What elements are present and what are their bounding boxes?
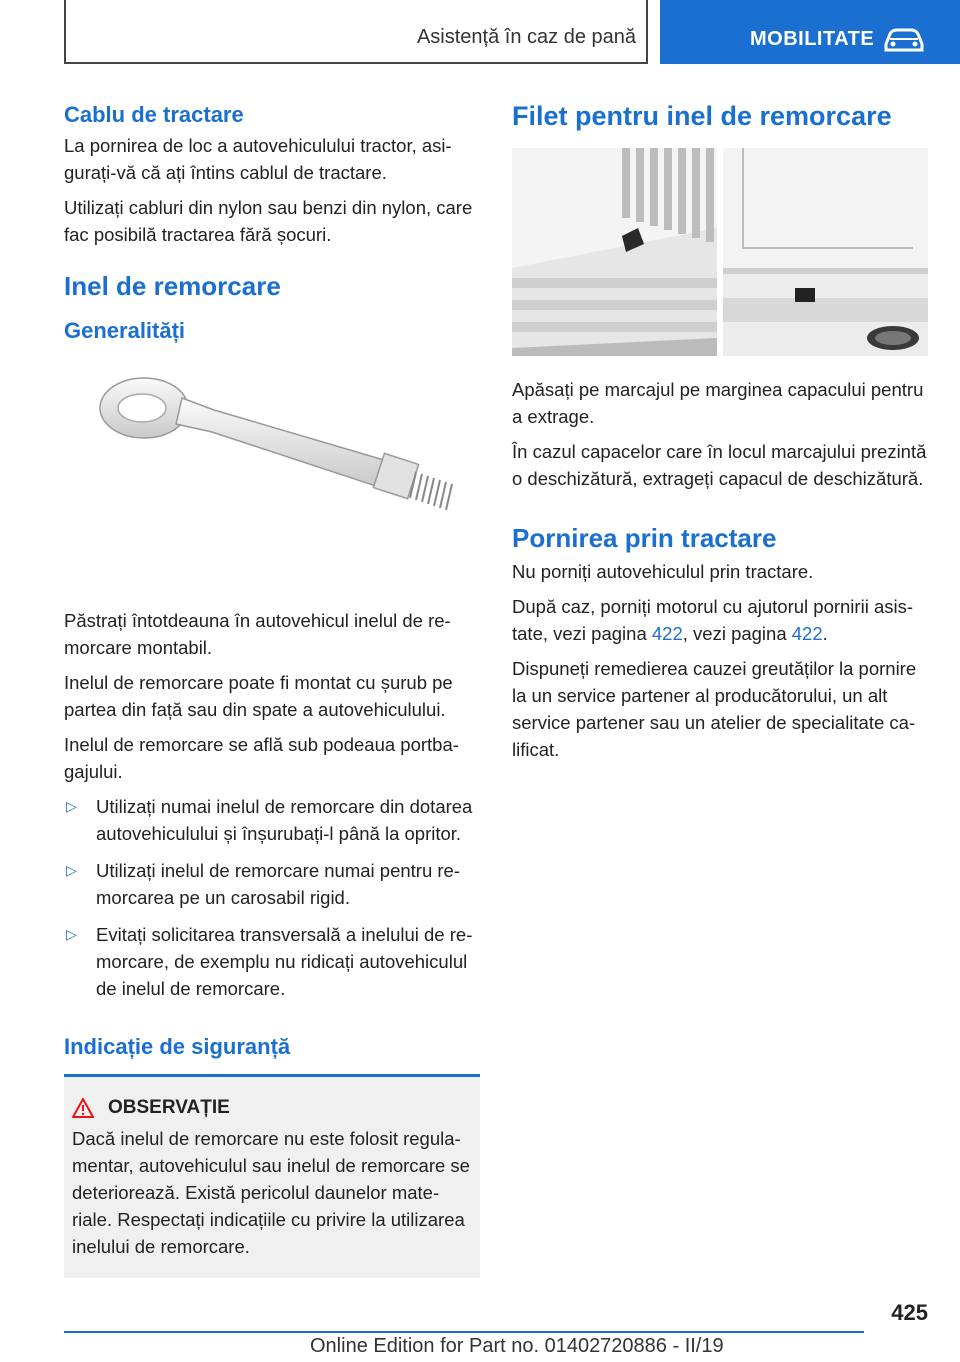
siguranta-heading: Indicație de siguranță [64,1034,291,1059]
edition-label: Online Edition for Part no. 01402720886 - II/19 [310,1335,724,1357]
ring-paragraph-3: Inelul de remorcare se află sub podeaua portbagajului. [64,734,459,782]
right-column [512,100,928,771]
warning-triangle-icon [72,1098,94,1118]
pornire-paragraph-3: Dispuneți remedierea cauzei greutăților la pornire la un service partener al producătorului, un alt service partener sau un atelier de specialitate calificat. [512,658,917,760]
triangle-bullet-icon: ▷ [66,862,77,878]
triangle-bullet-icon: ▷ [66,798,77,814]
pornire-heading: Pornirea prin tractare [512,523,777,553]
generalitati-heading: Generalități [64,318,186,343]
list-item: ▷ Utilizați inelul de remorcare numai pentru remorcarea pe un carosabil rigid. [64,857,480,911]
car-icon [882,26,926,54]
pornire-paragraph-1: Nu porniți autovehiculul prin tractare. [512,561,814,582]
tow-ring-image [64,362,480,602]
filet-paragraph-1: Apăsați pe marcajul pe marginea capacului pentru a extrage. [512,379,924,427]
warning-text: Dacă inelul de remorcare nu este folosit regulamentar, autovehiculul sau inelul de remorcare se deteriorează. Există pericolul daunelor materiale. Respectați indicațiile cu privire la utilizarea inelului de remorcare. [72,1128,470,1257]
ring-paragraph-2: Inelul de remorcare poate fi montat cu șurub pe partea din față sau din spate a autovehiculului. [64,672,453,720]
warning-title [72,1097,472,1119]
rear-bumper-image [723,148,928,356]
cablu-paragraph-2: Utilizați cabluri din nylon sau benzi din nylon, care fac posibilă tractarea fără șocuri. [64,197,473,245]
ring-paragraph-1: Păstrați întotdeauna în autovehicul inelul de remorcare montabil. [64,610,451,658]
left-column [64,100,480,1278]
front-bumper-image [512,148,717,356]
cablu-paragraph-1: La pornirea de loc a autovehiculului tractor, asigurați-vă că ați întins cablul de tractare. [64,135,452,183]
warning-box [64,1074,480,1278]
warning-label: OBSERVAȚIE [108,1097,230,1118]
filet-heading: Filet pentru inel de remorcare [512,101,892,131]
filet-paragraph-2: În cazul capacelor care în locul marcajului prezintă o deschizătură, extrageți capacul de deschizătură. [512,441,927,489]
page-link-422[interactable]: 422 [651,623,683,644]
ring-bullet-list [64,793,480,1002]
page-number: 425 [891,1300,928,1325]
list-item: ▷ Utilizați numai inelul de remorcare din dotarea autovehiculului și înșurubați-l până la opritor. [64,793,480,847]
footer-divider [64,1331,864,1333]
triangle-bullet-icon: ▷ [66,926,77,942]
list-item: ▷ Evitați solicitarea transversală a inelului de remorcare, de exemplu nu ridicați autovehiculul de inelul de remorcare. [64,921,480,1002]
inel-heading: Inel de remorcare [64,271,281,301]
section-title: Asistență în caz de pană [416,26,636,48]
pornire-paragraph-2: După caz, porniți motorul cu ajutorul pornirii asistate, vezi pagina 422, vezi pagina 422. [512,596,914,644]
chapter-tab-label: MOBILITATE [750,28,875,50]
page-link-422[interactable]: 422 [791,623,823,644]
bumper-photo [512,148,928,356]
cablu-heading: Cablu de tractare [64,102,244,127]
